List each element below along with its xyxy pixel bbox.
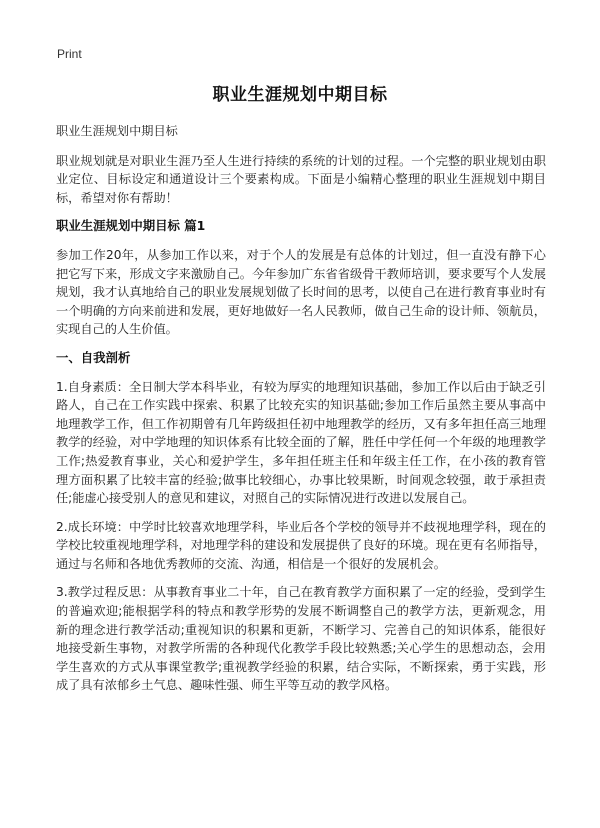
item-growth-environment: 2.成长环境：中学时比较喜欢地理学科，毕业后各个学校的领导并不歧视地理学科，现在的学校比较重视地理学科，对地理学科的建设和发展提供了良好的环境。现在更有名师指导，通过与名师和各地优秀教师的交流、沟通，相信是一个很好的发展机会。 xyxy=(56,519,546,571)
document-subtitle: 职业生涯规划中期目标 xyxy=(56,124,178,138)
intro-paragraph: 职业规划就是对职业生涯乃至人生进行持续的系统的计划的过程。一个完整的职业规划由职业定位、目标设定和通道设计三个要素构成。下面是小编精心整理的职业生涯规划中期目标，希望对你有帮助！ xyxy=(56,153,546,205)
document-title: 职业生涯规划中期目标 xyxy=(212,85,388,105)
paragraph-1: 参加工作20年，从参加工作以来，对于个人的发展是有总体的计划过，但一直没有静下心把它写下来，形成文字来激励自己。今年参加广东省省级骨干教师培训，要求要写个人发展规划，我才认真地给自己的职业发展规划做了长时间的思考，以使自己在进行教育事业时有一个明确的方向来前进和发展，更好地做好一名人民教师，做自己生命的设计师、领航员，实现自己的人生价值。 xyxy=(56,247,546,337)
document-body xyxy=(56,122,546,705)
article-heading: 职业生涯规划中期目标 篇1 xyxy=(56,218,206,234)
item-self-quality: 1.自身素质：全日制大学本科毕业，有较为厚实的地理知识基础，参加工作以后由于缺乏引路人，自己在工作实践中探索、积累了比较充实的知识基础;参加工作后虽然主要从事高中地理教学工作，但工作初期曾有几年跨级担任初中地理教学的经历，又有多年担任高三地理教学的经验，对中学地理的知识体系有比较全面的了解，胜任中学任何一个年级的地理教学工作;热爱教育事业，关心和爱护学生，多年担任班主任和年级主任工作，在小孩的教育管理方面积累了比较丰富的经验;做事比较细心，办事比较果断，时间观念较强，敢于承担责任;能虚心接受别人的意见和建议，对照自己的实际情况进行改进以发展自己。 xyxy=(56,379,546,506)
print-link[interactable]: Print xyxy=(57,47,82,61)
item-teaching-reflection: 3.教学过程反思：从事教育事业二十年，自己在教育教学方面积累了一定的经验，受到学生的普遍欢迎;能根据学科的特点和教学形势的发展不断调整自己的教学方法，更新观念，用新的理念进行教学活动;重视知识的积累和更新，不断学习、完善自己的知识体系，能很好地接受新生事物，对教学所需的各种现代化教学手段比较熟悉;关心学生的思想动态，会用学生喜欢的方式从事课堂教学;重视教学经验的积累，结合实际，不断探索，勇于实践，形成了具有浓郁乡土气息、趣味性强、师生平等互动的教学风格。 xyxy=(56,585,546,693)
section-heading-self-analysis: 一、自我剖析 xyxy=(56,349,131,365)
